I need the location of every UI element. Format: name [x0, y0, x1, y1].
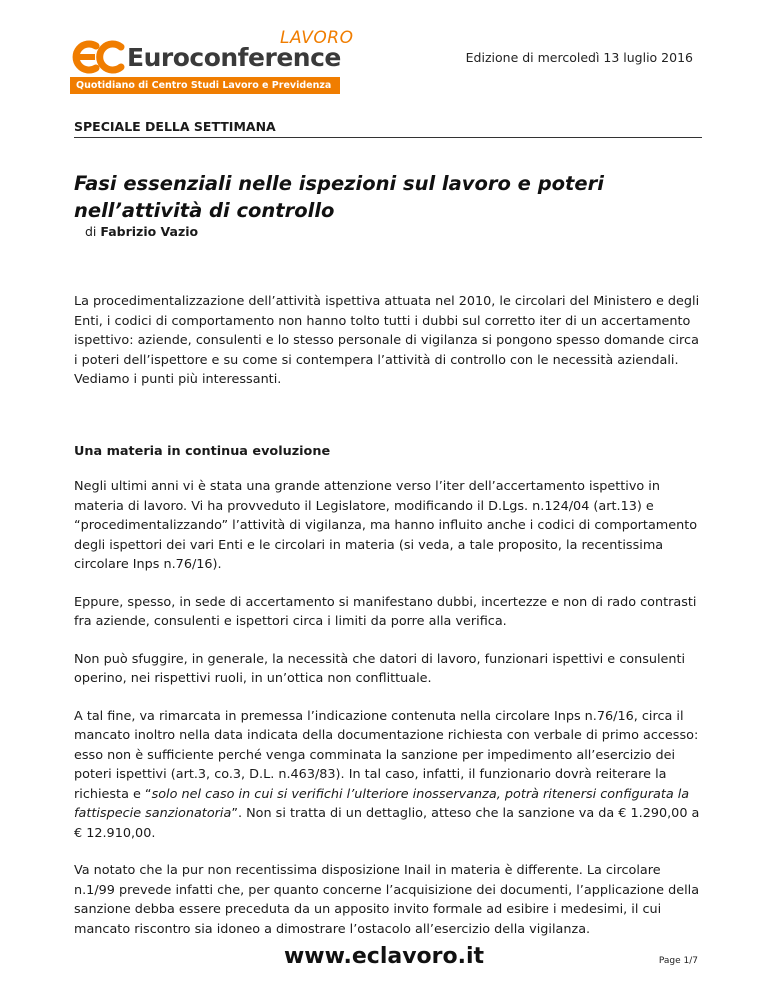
brand-name: Euroconference	[127, 43, 341, 72]
brand-tagline: Quotidiano di Centro Studi Lavoro e Previdenza	[70, 77, 340, 94]
brand-suffix: LAVORO	[280, 28, 354, 48]
author-name: Fabrizio Vazio	[100, 224, 199, 239]
paragraph-text: ”. Non si tratta di un dettaglio, atteso che la sanzione va da € 1.290,00 a € 12.910,00.	[74, 806, 700, 841]
edition-date: Edizione di mercoledì 13 luglio 2016	[465, 50, 693, 65]
brand-logo	[70, 28, 354, 94]
byline-prefix: di	[85, 224, 97, 239]
subheading: Una materia in continua evoluzione	[74, 443, 331, 459]
paragraph-with-quote	[74, 707, 704, 844]
paragraph: Non può sfuggire, in generale, la necessità che datori di lavoro, funzionari ispettivi e consulenti operino, nei rispettivi ruoli, in un’ottica non conflittuale.	[74, 651, 686, 686]
quoted-text: solo nel caso in cui si verifichi l’ulteriore inosservanza, potrà ritenersi configurata la fattispecie sanzionatoria	[74, 786, 690, 821]
paragraph-text: A tal fine, va rimarcata in premessa l’indicazione contenuta nella circolare Inps n.76/16, circa il mancato inoltro nella data indicata della documentazione richiesta con verbale di primo accesso: esso non è sufficiente perché venga comminata la sanzione per impedimento all’esercizio dei poteri ispettivi (art.3, co.3, D.L. n.463/83). In tal caso, infatti, il funzionario dovrà reiterare la richiesta e “	[74, 708, 699, 802]
article-title: Fasi essenziali nelle ispezioni sul lavoro e poteri nell’attività di controllo	[74, 172, 604, 222]
section-label: SPECIALE DELLA SETTIMANA	[74, 119, 702, 138]
paragraph: Eppure, spesso, in sede di accertamento si manifestano dubbi, incertezze e non di rado contrasti fra aziende, consulenti e ispettori circa i limiti da porre alla verifica.	[74, 594, 697, 629]
paragraph: Va notato che la pur non recentissima disposizione Inail in materia è differente. La circolare n.1/99 prevede infatti che, per quanto concerne l’acquisizione dei documenti, l’applicazione della sanzione debba essere preceduta da un apposito invito formale ad esibire i medesimi, il cui mancato riscontro sia idoneo a dimostrare l’ostacolo all’esercizio della vigilanza.	[74, 863, 700, 937]
paragraph: Negli ultimi anni vi è stata una grande attenzione verso l’iter dell’accertamento ispettivo in materia di lavoro. Vi ha provveduto il Legislatore, modificando il D.Lgs. n.124/04 (art.13) e “procedimentalizzando” l’attività di vigilanza, ma hanno influito anche i codici di comportamento degli ispettori dei vari Enti e le circolari in materia (si veda, a tale proposito, la recentissima circolare Inps n.76/16).	[74, 479, 698, 572]
page-number: Page 1/7	[658, 956, 698, 966]
footer-url: www.eclavoro.it	[283, 944, 485, 969]
ec-logo-icon	[70, 38, 126, 74]
byline	[85, 224, 198, 239]
article-body	[74, 292, 704, 957]
article-intro: La procedimentalizzazione dell’attività ispettiva attuata nel 2010, le circolari del Ministero e degli Enti, i codici di comportamento non hanno tolto tutti i dubbi sul corretto iter di un accertamento ispettivo: aziende, consulenti e lo stesso personale di vigilanza si pongono spesso domande circa i poteri dell’ispettore e su come si contempera l’attività di controllo con le necessità aziendali. Vediamo i punti più interessanti.	[74, 294, 700, 387]
